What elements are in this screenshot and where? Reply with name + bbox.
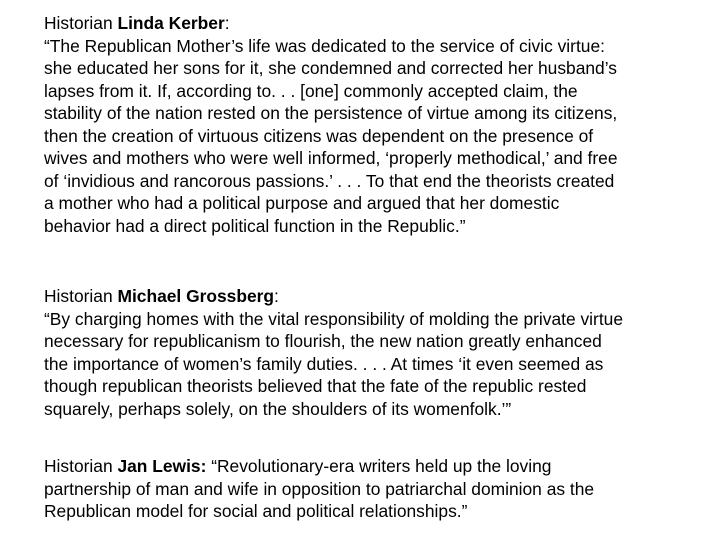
historian-name: Jan Lewis: xyxy=(117,456,207,476)
quote-line: a mother who had a political purpose and argued that her domestic xyxy=(44,193,560,213)
lewis-attribution xyxy=(44,455,704,478)
quote-line: necessary for republicanism to flourish, the new nation greatly enhanced xyxy=(44,331,602,351)
quote-line: squarely, perhaps solely, on the shoulders of its womenfolk.’” xyxy=(44,398,512,419)
kerber-attribution xyxy=(44,12,704,35)
quote-line: then the creation of virtuous citizens was dependent on the presence of xyxy=(44,125,594,146)
quote-line: partnership of man and wife in opposition to patriarchal dominion as the xyxy=(44,478,595,499)
quote-line: lapses from it. If, according to. . . [one] commonly accepted claim, the xyxy=(44,80,578,101)
quote-line: stability of the nation rested on the persistence of virtue among its citizens, xyxy=(44,103,618,123)
quote-line: wives and mothers who were well informed, ‘properly methodical,’ and free xyxy=(44,148,618,168)
grossberg-attribution xyxy=(44,285,704,308)
quote-line: Republican model for social and political relationships.” xyxy=(44,501,468,521)
lewis-quote xyxy=(44,455,704,523)
kerber-quote xyxy=(44,12,704,237)
quote-line: behavior had a direct political function in the Republic.” xyxy=(44,215,466,236)
historian-name: Michael Grossberg xyxy=(117,286,275,306)
quote-line: of ‘invidious and rancorous passions.’ . . . To that end the theorists created xyxy=(44,170,615,191)
quote-line: “The Republican Mother’s life was dedicated to the service of civic virtue: xyxy=(44,35,605,56)
historian-label: Historian xyxy=(44,13,118,33)
quote-line: the importance of women’s family duties. . . . At times ‘it even seemed as xyxy=(44,353,604,374)
historian-label: Historian xyxy=(44,286,118,306)
attribution-colon: : xyxy=(274,286,279,306)
quote-line-start: “Revolutionary-era writers held up the loving xyxy=(206,456,552,476)
quote-line: “By charging homes with the vital responsibility of molding the private virtue xyxy=(44,308,623,329)
historian-name: Linda Kerber xyxy=(117,13,225,33)
attribution-colon: : xyxy=(224,13,230,33)
grossberg-quote xyxy=(44,285,704,420)
quote-line: though republican theorists believed that the fate of the republic rested xyxy=(44,376,587,396)
historian-label: Historian xyxy=(44,456,118,476)
quote-line: she educated her sons for it, she condemned and corrected her husband’s xyxy=(44,58,617,78)
